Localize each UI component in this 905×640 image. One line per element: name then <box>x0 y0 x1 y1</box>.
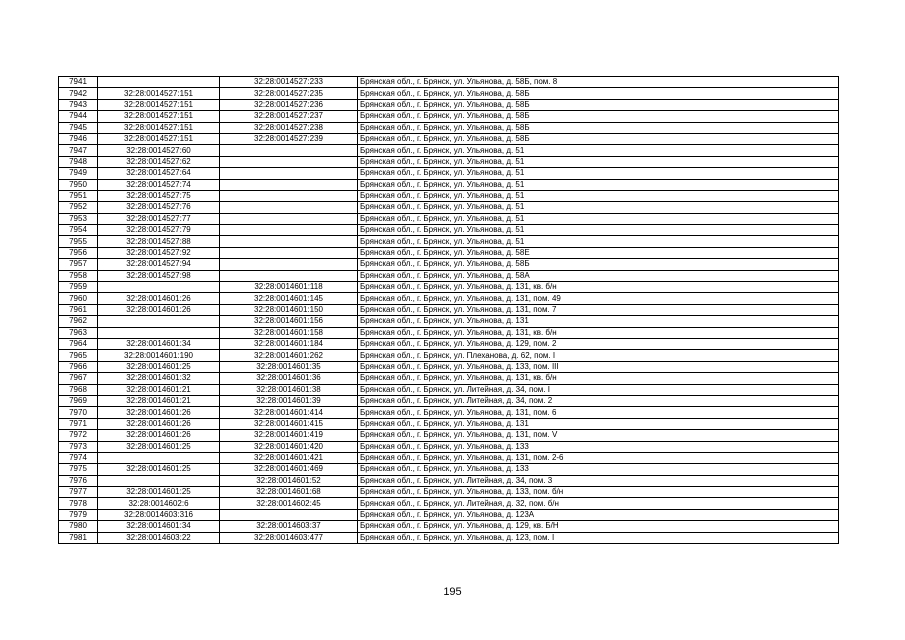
table-row <box>59 293 839 304</box>
row-number-cell: 7975 <box>59 464 98 475</box>
parcel-cadastral-number-cell: 32:28:0014601:34 <box>98 338 220 349</box>
table-row <box>59 247 839 258</box>
parcel-cadastral-number-cell: 32:28:0014601:190 <box>98 350 220 361</box>
row-number-cell: 7981 <box>59 532 98 543</box>
parcel-cadastral-number-cell: 32:28:0014601:32 <box>98 373 220 384</box>
parcel-cadastral-number-cell: 32:28:0014527:98 <box>98 270 220 281</box>
parcel-cadastral-number-cell <box>98 77 220 88</box>
row-number-cell: 7946 <box>59 133 98 144</box>
object-cadastral-number-cell: 32:28:0014601:184 <box>220 338 358 349</box>
table-row <box>59 236 839 247</box>
table-row <box>59 464 839 475</box>
object-cadastral-number-cell <box>220 179 358 190</box>
object-cadastral-number-cell: 32:28:0014603:477 <box>220 532 358 543</box>
row-number-cell: 7963 <box>59 327 98 338</box>
parcel-cadastral-number-cell: 32:28:0014527:75 <box>98 190 220 201</box>
object-cadastral-number-cell: 32:28:0014601:52 <box>220 475 358 486</box>
address-cell: Брянская обл., г. Брянск, ул. Ульянова, д. 123А <box>358 509 839 520</box>
address-cell: Брянская обл., г. Брянск, ул. Ульянова, д. 131, кв. б/н <box>358 282 839 293</box>
row-number-cell: 7955 <box>59 236 98 247</box>
row-number-cell: 7949 <box>59 168 98 179</box>
table-row <box>59 441 839 452</box>
registry-table <box>58 76 839 544</box>
table-row <box>59 384 839 395</box>
table-row <box>59 133 839 144</box>
address-cell: Брянская обл., г. Брянск, ул. Ульянова, д. 123, пом. I <box>358 532 839 543</box>
row-number-cell: 7959 <box>59 282 98 293</box>
address-cell: Брянская обл., г. Брянск, ул. Ульянова, д. 51 <box>358 156 839 167</box>
object-cadastral-number-cell: 32:28:0014601:419 <box>220 430 358 441</box>
address-cell: Брянская обл., г. Брянск, ул. Ульянова, д. 133, пом. III <box>358 361 839 372</box>
row-number-cell: 7961 <box>59 304 98 315</box>
table-row <box>59 304 839 315</box>
row-number-cell: 7962 <box>59 316 98 327</box>
parcel-cadastral-number-cell: 32:28:0014527:151 <box>98 88 220 99</box>
address-cell: Брянская обл., г. Брянск, ул. Ульянова, д. 51 <box>358 145 839 156</box>
table-row <box>59 145 839 156</box>
table-row <box>59 407 839 418</box>
table-row <box>59 213 839 224</box>
object-cadastral-number-cell <box>220 156 358 167</box>
row-number-cell: 7950 <box>59 179 98 190</box>
row-number-cell: 7974 <box>59 452 98 463</box>
table-row <box>59 270 839 281</box>
table-row <box>59 225 839 236</box>
parcel-cadastral-number-cell <box>98 282 220 293</box>
object-cadastral-number-cell: 32:28:0014527:238 <box>220 122 358 133</box>
parcel-cadastral-number-cell: 32:28:0014601:21 <box>98 395 220 406</box>
object-cadastral-number-cell: 32:28:0014601:38 <box>220 384 358 395</box>
row-number-cell: 7942 <box>59 88 98 99</box>
row-number-cell: 7954 <box>59 225 98 236</box>
address-cell: Брянская обл., г. Брянск, ул. Ульянова, д. 51 <box>358 168 839 179</box>
address-cell: Брянская обл., г. Брянск, ул. Ульянова, д. 58Е <box>358 247 839 258</box>
row-number-cell: 7960 <box>59 293 98 304</box>
table-row <box>59 259 839 270</box>
row-number-cell: 7980 <box>59 521 98 532</box>
parcel-cadastral-number-cell: 32:28:0014601:26 <box>98 293 220 304</box>
parcel-cadastral-number-cell: 32:28:0014601:25 <box>98 464 220 475</box>
parcel-cadastral-number-cell: 32:28:0014527:92 <box>98 247 220 258</box>
row-number-cell: 7965 <box>59 350 98 361</box>
parcel-cadastral-number-cell <box>98 327 220 338</box>
table-row <box>59 122 839 133</box>
row-number-cell: 7944 <box>59 111 98 122</box>
parcel-cadastral-number-cell: 32:28:0014601:26 <box>98 418 220 429</box>
address-cell: Брянская обл., г. Брянск, ул. Ульянова, д. 58Б <box>358 259 839 270</box>
parcel-cadastral-number-cell: 32:28:0014527:151 <box>98 99 220 110</box>
address-cell: Брянская обл., г. Брянск, ул. Ульянова, д. 58Б <box>358 88 839 99</box>
row-number-cell: 7973 <box>59 441 98 452</box>
table-row <box>59 361 839 372</box>
row-number-cell: 7948 <box>59 156 98 167</box>
parcel-cadastral-number-cell <box>98 316 220 327</box>
address-cell: Брянская обл., г. Брянск, ул. Ульянова, д. 131, пом. 6 <box>358 407 839 418</box>
object-cadastral-number-cell: 32:28:0014527:239 <box>220 133 358 144</box>
address-cell: Брянская обл., г. Брянск, ул. Ульянова, д. 131, кв. б/н <box>358 373 839 384</box>
table-row <box>59 179 839 190</box>
object-cadastral-number-cell: 32:28:0014601:39 <box>220 395 358 406</box>
parcel-cadastral-number-cell: 32:28:0014601:34 <box>98 521 220 532</box>
address-cell: Брянская обл., г. Брянск, ул. Ульянова, д. 58Б <box>358 122 839 133</box>
address-cell: Брянская обл., г. Брянск, ул. Ульянова, д. 131, пом. 2-6 <box>358 452 839 463</box>
parcel-cadastral-number-cell: 32:28:0014602:6 <box>98 498 220 509</box>
table-row <box>59 452 839 463</box>
address-cell: Брянская обл., г. Брянск, ул. Литейная, д. 34, пом. 3 <box>358 475 839 486</box>
table-row <box>59 350 839 361</box>
row-number-cell: 7943 <box>59 99 98 110</box>
address-cell: Брянская обл., г. Брянск, ул. Ульянова, д. 58Б <box>358 99 839 110</box>
object-cadastral-number-cell <box>220 509 358 520</box>
object-cadastral-number-cell: 32:28:0014602:45 <box>220 498 358 509</box>
address-cell: Брянская обл., г. Брянск, ул. Ульянова, д. 131, пом. 49 <box>358 293 839 304</box>
table-row <box>59 202 839 213</box>
address-cell: Брянская обл., г. Брянск, ул. Ульянова, д. 58А <box>358 270 839 281</box>
address-cell: Брянская обл., г. Брянск, ул. Ульянова, д. 131 <box>358 316 839 327</box>
table-row <box>59 521 839 532</box>
address-cell: Брянская обл., г. Брянск, ул. Ульянова, д. 51 <box>358 190 839 201</box>
row-number-cell: 7977 <box>59 487 98 498</box>
table-row <box>59 77 839 88</box>
row-number-cell: 7953 <box>59 213 98 224</box>
object-cadastral-number-cell: 32:28:0014527:235 <box>220 88 358 99</box>
parcel-cadastral-number-cell: 32:28:0014527:60 <box>98 145 220 156</box>
table-row <box>59 111 839 122</box>
row-number-cell: 7947 <box>59 145 98 156</box>
table-row <box>59 327 839 338</box>
parcel-cadastral-number-cell: 32:28:0014527:76 <box>98 202 220 213</box>
parcel-cadastral-number-cell: 32:28:0014601:25 <box>98 487 220 498</box>
table-row <box>59 316 839 327</box>
object-cadastral-number-cell: 32:28:0014601:158 <box>220 327 358 338</box>
row-number-cell: 7964 <box>59 338 98 349</box>
object-cadastral-number-cell: 32:28:0014601:469 <box>220 464 358 475</box>
parcel-cadastral-number-cell: 32:28:0014527:77 <box>98 213 220 224</box>
parcel-cadastral-number-cell: 32:28:0014527:64 <box>98 168 220 179</box>
address-cell: Брянская обл., г. Брянск, ул. Ульянова, д. 133 <box>358 464 839 475</box>
address-cell: Брянская обл., г. Брянск, ул. Ульянова, д. 133, пом. б/н <box>358 487 839 498</box>
row-number-cell: 7968 <box>59 384 98 395</box>
parcel-cadastral-number-cell: 32:28:0014601:25 <box>98 361 220 372</box>
table-row <box>59 418 839 429</box>
table-row <box>59 395 839 406</box>
table-row <box>59 498 839 509</box>
object-cadastral-number-cell: 32:28:0014601:421 <box>220 452 358 463</box>
address-cell: Брянская обл., г. Брянск, ул. Ульянова, д. 131, пом. 7 <box>358 304 839 315</box>
row-number-cell: 7967 <box>59 373 98 384</box>
parcel-cadastral-number-cell: 32:28:0014527:151 <box>98 122 220 133</box>
object-cadastral-number-cell: 32:28:0014601:150 <box>220 304 358 315</box>
address-cell: Брянская обл., г. Брянск, ул. Ульянова, д. 131 <box>358 418 839 429</box>
table-row <box>59 475 839 486</box>
address-cell: Брянская обл., г. Брянск, ул. Литейная, д. 34, пом. 2 <box>358 395 839 406</box>
address-cell: Брянская обл., г. Брянск, ул. Ульянова, д. 58Б, пом. 8 <box>358 77 839 88</box>
address-cell: Брянская обл., г. Брянск, ул. Литейная, д. 34, пом. I <box>358 384 839 395</box>
row-number-cell: 7970 <box>59 407 98 418</box>
row-number-cell: 7969 <box>59 395 98 406</box>
object-cadastral-number-cell: 32:28:0014601:118 <box>220 282 358 293</box>
address-cell: Брянская обл., г. Брянск, ул. Ульянова, д. 51 <box>358 236 839 247</box>
parcel-cadastral-number-cell: 32:28:0014527:151 <box>98 111 220 122</box>
object-cadastral-number-cell: 32:28:0014527:237 <box>220 111 358 122</box>
object-cadastral-number-cell: 32:28:0014601:156 <box>220 316 358 327</box>
table-row <box>59 509 839 520</box>
object-cadastral-number-cell <box>220 213 358 224</box>
object-cadastral-number-cell: 32:28:0014527:236 <box>220 99 358 110</box>
parcel-cadastral-number-cell: 32:28:0014527:79 <box>98 225 220 236</box>
row-number-cell: 7957 <box>59 259 98 270</box>
page-number: 195 <box>443 586 462 598</box>
row-number-cell: 7976 <box>59 475 98 486</box>
row-number-cell: 7972 <box>59 430 98 441</box>
object-cadastral-number-cell <box>220 168 358 179</box>
table-row <box>59 532 839 543</box>
object-cadastral-number-cell <box>220 247 358 258</box>
address-cell: Брянская обл., г. Брянск, ул. Ульянова, д. 58Б <box>358 111 839 122</box>
registry-table-body <box>59 77 839 544</box>
row-number-cell: 7978 <box>59 498 98 509</box>
object-cadastral-number-cell <box>220 270 358 281</box>
table-row <box>59 282 839 293</box>
parcel-cadastral-number-cell: 32:28:0014601:21 <box>98 384 220 395</box>
address-cell: Брянская обл., г. Брянск, ул. Ульянова, д. 129, кв. Б/Н <box>358 521 839 532</box>
table-row <box>59 168 839 179</box>
address-cell: Брянская обл., г. Брянск, ул. Литейная, д. 32, пом. б/н <box>358 498 839 509</box>
object-cadastral-number-cell: 32:28:0014601:68 <box>220 487 358 498</box>
address-cell: Брянская обл., г. Брянск, ул. Ульянова, д. 129, пом. 2 <box>358 338 839 349</box>
address-cell: Брянская обл., г. Брянск, ул. Ульянова, д. 51 <box>358 225 839 236</box>
table-row <box>59 430 839 441</box>
object-cadastral-number-cell: 32:28:0014601:36 <box>220 373 358 384</box>
row-number-cell: 7966 <box>59 361 98 372</box>
parcel-cadastral-number-cell <box>98 452 220 463</box>
object-cadastral-number-cell: 32:28:0014527:233 <box>220 77 358 88</box>
row-number-cell: 7979 <box>59 509 98 520</box>
object-cadastral-number-cell: 32:28:0014601:262 <box>220 350 358 361</box>
table-row <box>59 373 839 384</box>
row-number-cell: 7945 <box>59 122 98 133</box>
table-row <box>59 487 839 498</box>
object-cadastral-number-cell: 32:28:0014601:414 <box>220 407 358 418</box>
parcel-cadastral-number-cell: 32:28:0014603:22 <box>98 532 220 543</box>
parcel-cadastral-number-cell: 32:28:0014527:74 <box>98 179 220 190</box>
address-cell: Брянская обл., г. Брянск, ул. Ульянова, д. 51 <box>358 202 839 213</box>
parcel-cadastral-number-cell <box>98 475 220 486</box>
row-number-cell: 7952 <box>59 202 98 213</box>
object-cadastral-number-cell <box>220 259 358 270</box>
table-row <box>59 190 839 201</box>
address-cell: Брянская обл., г. Брянск, ул. Ульянова, д. 131, пом. V <box>358 430 839 441</box>
parcel-cadastral-number-cell: 32:28:0014601:26 <box>98 304 220 315</box>
object-cadastral-number-cell <box>220 225 358 236</box>
address-cell: Брянская обл., г. Брянск, ул. Плеханова, д. 62, пом. I <box>358 350 839 361</box>
table-row <box>59 88 839 99</box>
object-cadastral-number-cell <box>220 145 358 156</box>
object-cadastral-number-cell: 32:28:0014601:145 <box>220 293 358 304</box>
object-cadastral-number-cell: 32:28:0014603:37 <box>220 521 358 532</box>
parcel-cadastral-number-cell: 32:28:0014601:26 <box>98 407 220 418</box>
row-number-cell: 7941 <box>59 77 98 88</box>
object-cadastral-number-cell: 32:28:0014601:415 <box>220 418 358 429</box>
address-cell: Брянская обл., г. Брянск, ул. Ульянова, д. 133 <box>358 441 839 452</box>
object-cadastral-number-cell <box>220 236 358 247</box>
parcel-cadastral-number-cell: 32:28:0014527:88 <box>98 236 220 247</box>
parcel-cadastral-number-cell: 32:28:0014527:151 <box>98 133 220 144</box>
address-cell: Брянская обл., г. Брянск, ул. Ульянова, д. 58Б <box>358 133 839 144</box>
row-number-cell: 7958 <box>59 270 98 281</box>
parcel-cadastral-number-cell: 32:28:0014603:316 <box>98 509 220 520</box>
row-number-cell: 7951 <box>59 190 98 201</box>
address-cell: Брянская обл., г. Брянск, ул. Ульянова, д. 51 <box>358 213 839 224</box>
object-cadastral-number-cell <box>220 202 358 213</box>
table-row <box>59 99 839 110</box>
object-cadastral-number-cell: 32:28:0014601:35 <box>220 361 358 372</box>
parcel-cadastral-number-cell: 32:28:0014601:25 <box>98 441 220 452</box>
row-number-cell: 7956 <box>59 247 98 258</box>
parcel-cadastral-number-cell: 32:28:0014601:26 <box>98 430 220 441</box>
row-number-cell: 7971 <box>59 418 98 429</box>
parcel-cadastral-number-cell: 32:28:0014527:62 <box>98 156 220 167</box>
address-cell: Брянская обл., г. Брянск, ул. Ульянова, д. 131, кв. б/н <box>358 327 839 338</box>
parcel-cadastral-number-cell: 32:28:0014527:94 <box>98 259 220 270</box>
object-cadastral-number-cell <box>220 190 358 201</box>
table-row <box>59 156 839 167</box>
address-cell: Брянская обл., г. Брянск, ул. Ульянова, д. 51 <box>358 179 839 190</box>
object-cadastral-number-cell: 32:28:0014601:420 <box>220 441 358 452</box>
table-row <box>59 338 839 349</box>
